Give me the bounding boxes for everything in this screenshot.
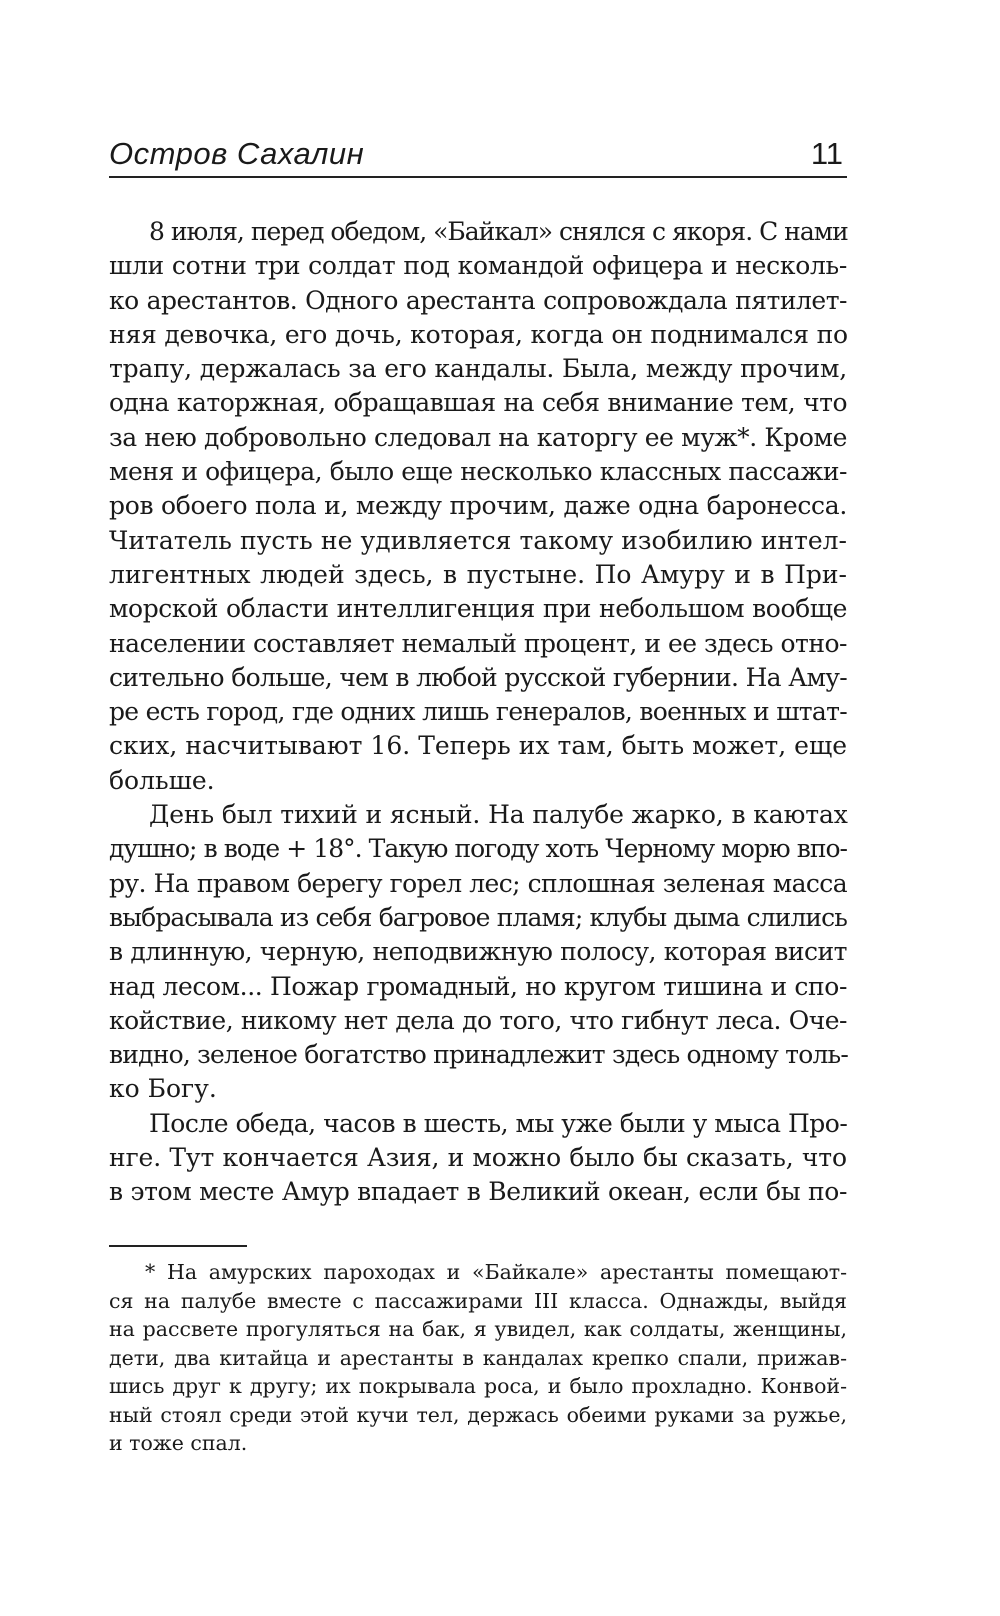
text-line: няя девочка, его дочь, которая, когда он поднимался по xyxy=(109,319,848,349)
text-line: душно; в воде + 18°. Такую погоду хоть Черному морю впо- xyxy=(109,834,847,864)
text-line: ко арестантов. Одного арестанта сопровождала пятилет- xyxy=(109,285,847,315)
text-line: нге. Тут кончается Азия, и можно было бы сказать, что xyxy=(109,1143,847,1173)
text-line: в этом месте Амур впадает в Великий океан, если бы по- xyxy=(109,1177,847,1207)
text-line: выбрасывала из себя багровое пламя; клубы дыма слились xyxy=(109,902,847,932)
text-line: над лесом... Пожар громадный, но кругом тишина и спо- xyxy=(109,971,847,1001)
text-line: морской области интеллигенция при небольшом вообще xyxy=(109,594,847,624)
text-line: сительно больше, чем в любой русской губернии. На Аму- xyxy=(109,662,847,692)
footnote-line: ся на палубе вместе с пассажирами III класса. Однажды, выйдя xyxy=(109,1288,847,1313)
footnote-line: и тоже спал. xyxy=(109,1431,248,1455)
page-number: 11 xyxy=(810,136,843,171)
footnote-line: * На амурских пароходах и «Байкале» арестанты помещают- xyxy=(145,1260,847,1284)
text-line: После обеда, часов в шесть, мы уже были у мыса Про- xyxy=(149,1108,848,1138)
main-text xyxy=(109,215,847,1210)
text-line: ров обоего пола и, между прочим, даже одна баронесса. xyxy=(109,491,847,521)
text-line: ских, насчитывают 16. Теперь их там, быть может, еще xyxy=(109,731,847,761)
text-line: Читатель пусть не удивляется такому изобилию интел- xyxy=(109,525,847,555)
text-line: ко Богу. xyxy=(109,1074,217,1104)
text-line: 8 июля, перед обедом, «Байкал» снялся с якоря. С нами xyxy=(149,217,848,246)
text-line: меня и офицера, было еще несколько классных пассажи- xyxy=(109,457,847,487)
text-line: ре есть город, где одних лишь генералов, военных и штат- xyxy=(109,697,847,727)
text-line: населении составляет немалый процент, и ее здесь отно- xyxy=(109,628,847,658)
text-line: День был тихий и ясный. На палубе жарко, в каютах xyxy=(149,800,848,830)
text-line: видно, зеленое богатство принадлежит здесь одному толь- xyxy=(109,1040,849,1070)
footnote xyxy=(109,1258,847,1458)
text-line: ру. На правом берегу горел лес; сплошная зеленая масса xyxy=(109,868,847,898)
text-line: койствие, никому нет дела до того, что гибнут леса. Оче- xyxy=(109,1005,847,1035)
text-line: за нею добровольно следовал на каторгу ее муж*. Кроме xyxy=(109,422,847,452)
text-line: шли сотни три солдат под командой офицера и несколь- xyxy=(109,251,847,281)
text-line: одна каторжная, обращавшая на себя внимание тем, что xyxy=(109,388,847,418)
running-title: Остров Сахалин xyxy=(109,136,365,171)
running-header xyxy=(109,128,847,178)
footnote-line: на рассвете прогуляться на бак, я увидел, как солдаты, женщины, xyxy=(109,1317,847,1341)
footnote-divider xyxy=(109,1245,247,1247)
text-line: лигентных людей здесь, в пустыне. По Амуру и в При- xyxy=(109,559,847,589)
footnote-line: ный стоял среди этой кучи тел, держась обеими руками за ружье, xyxy=(109,1402,847,1427)
footnote-line: дети, два китайца и арестанты в кандалах крепко спали, прижав- xyxy=(109,1345,847,1370)
text-line: в длинную, черную, неподвижную полосу, которая висит xyxy=(109,937,847,967)
text-line: трапу, держалась за его кандалы. Была, между прочим, xyxy=(109,354,847,384)
book-page xyxy=(109,0,847,1616)
text-line: больше. xyxy=(109,765,215,795)
footnote-line: шись друг к другу; их покрывала роса, и было прохладно. Конвой- xyxy=(109,1374,847,1398)
